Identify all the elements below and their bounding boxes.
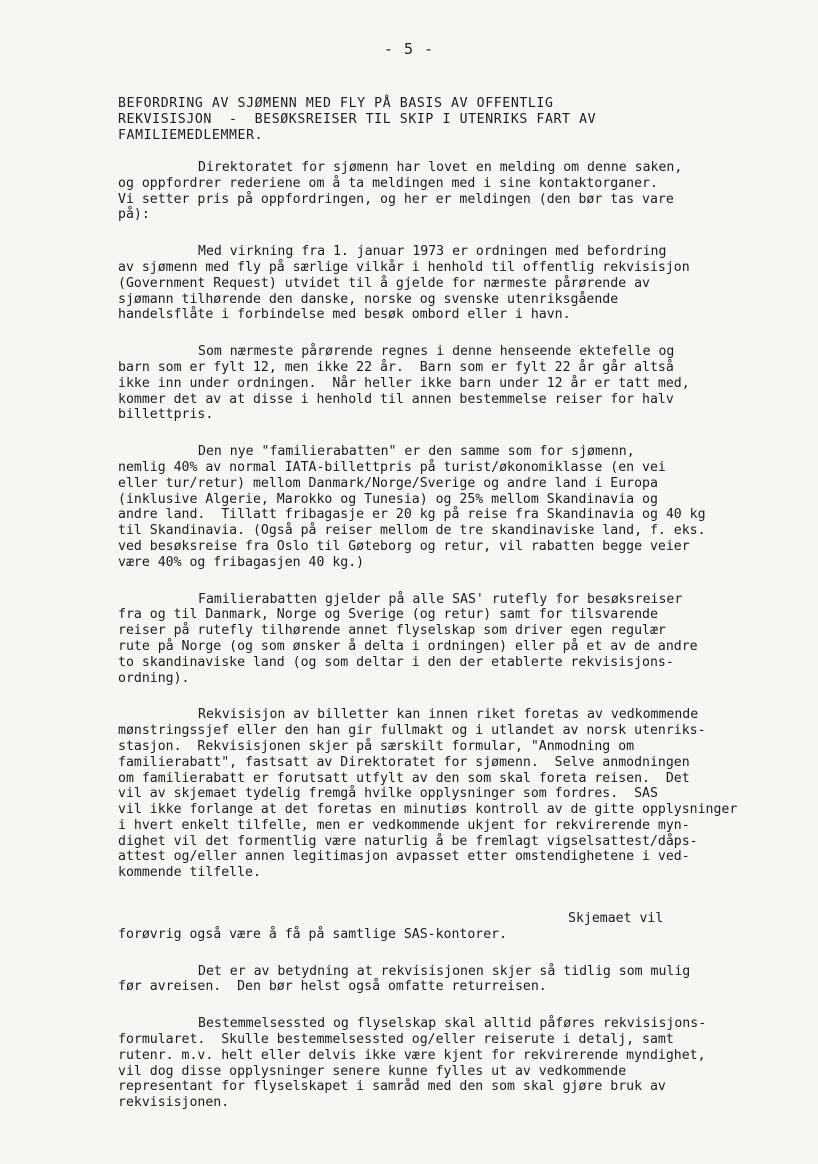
text-line: Bestemmelsessted og flyselskap skal alltid påføres rekvisisjons- xyxy=(198,1016,707,1032)
title-line: REKVISISJON - BESØKSREISER TIL SKIP I UTENRIKS FART AV xyxy=(118,111,597,127)
text-line: ved besøksreise fra Oslo til Gøteborg og retur, vil rabatten begge veier xyxy=(118,538,690,554)
document-title xyxy=(118,95,758,142)
text-line: andre land. Tillatt fribagasje er 20 kg på reise fra Skandinavia og 40 kg xyxy=(118,507,706,523)
paragraph-family-discount xyxy=(118,444,748,570)
page-number: - 5 - xyxy=(383,40,435,58)
text-line: være 40% og fribagasjen 40 kg.) xyxy=(118,554,365,570)
text-line: vil ikke forlange at det foretas en minutiøs kontroll av de gitte opplysninger xyxy=(118,802,738,818)
text-line: (inklusive Algerie, Marokko og Tunesia) og 25% mellom Skandinavia og xyxy=(118,491,658,507)
text-line: rute på Norge (og som ønsker å delta i ordningen) eller på et av de andre xyxy=(118,638,698,654)
text-line: Vi setter pris på oppfordringen, og her er meldingen (den bør tas vare xyxy=(118,191,674,207)
text-line: rekvisisjonen. xyxy=(118,1095,230,1111)
text-line: dighet vil det formentlig være naturlig å be fremlagt vigselsattest/dåps- xyxy=(118,833,698,849)
text-line: fra og til Danmark, Norge og Sverige (og retur) samt for tilsvarende xyxy=(118,607,658,623)
text-line: representant for flyselskapet i samråd med den som skal gjøre bruk av xyxy=(118,1079,666,1095)
text-line: eller tur/retur) mellom Danmark/Norge/Sverige og andre land i Europa xyxy=(118,475,658,491)
text-line: Direktoratet for sjømenn har lovet en melding om denne saken, xyxy=(198,160,683,175)
paragraph-effective-date xyxy=(118,244,748,323)
paragraph-intro xyxy=(118,160,748,223)
text-line: Som nærmeste pårørende regnes i denne henseende ektefelle og xyxy=(198,344,675,360)
text-line: rutenr. m.v. helt eller delvis ikke være kjent for rekvirerende myndighet, xyxy=(118,1047,706,1063)
text-line: vil av skjemaet tydelig fremgå hvilke opplysninger som fordres. SAS xyxy=(118,786,658,802)
text-line: Den nye "familierabatten" er den samme som for sjømenn, xyxy=(198,444,635,460)
text-line: av sjømenn med fly på særlige vilkår i henhold til offentlig rekvisisjon xyxy=(118,259,690,275)
text-line: ordning). xyxy=(118,670,190,686)
text-line: to skandinaviske land (og som deltar i den der etablerte rekvisisjons- xyxy=(118,654,674,670)
text-line: Rekvisisjon av billetter kan innen riket foretas av vedkommende xyxy=(198,707,699,723)
text-line: mønstringssjef eller den han gir fullmakt og i utlandet av norsk utenriks- xyxy=(118,723,706,739)
document-body xyxy=(118,160,748,1132)
text-line: om familierabatt er forutsatt utfylt av den som skal foreta reisen. Det xyxy=(118,770,690,786)
paragraph-timing xyxy=(118,964,748,996)
text-line: sjømann tilhørende den danske, norske og svenske utenriksgående xyxy=(118,291,619,307)
title-line: FAMILIEMEDLEMMER. xyxy=(118,127,264,143)
text-line: (Government Request) utvidet til å gjelde for nærmeste pårørende av xyxy=(118,275,650,291)
text-line: ikke inn under ordningen. Når heller ikke barn under 12 år er tatt med, xyxy=(118,375,690,391)
text-line: nemlig 40% av normal IATA-billettpris på turist/økonomiklasse (en vei xyxy=(118,459,666,475)
paragraph-next-of-kin xyxy=(118,344,748,423)
text-line: Med virkning fra 1. januar 1973 er ordningen med befordring xyxy=(198,244,667,260)
title-line: BEFORDRING AV SJØMENN MED FLY PÅ BASIS AV OFFENTLIG xyxy=(118,96,554,111)
text-line: kommer det av at disse i henhold til annen bestemmelse reiser for halv xyxy=(118,391,674,407)
paragraph-destination xyxy=(118,1016,748,1111)
text-line: stasjon. Rekvisisjonen skjer på særskilt formular, "Anmodning om xyxy=(118,738,635,754)
text-line: før avreisen. Den bør helst også omfatte returreisen. xyxy=(118,979,547,995)
text-line: billettpris. xyxy=(118,407,214,423)
paragraph-sas-routes xyxy=(118,592,748,687)
text-line: Det er av betydning at rekvisisjonen skjer så tidlig som mulig xyxy=(198,963,691,979)
text-line: handelsflåte i forbindelse med besøk ombord eller i havn. xyxy=(118,307,571,323)
text-line: forøvrig også være å få på samtlige SAS-kontorer. xyxy=(118,926,508,942)
text-line: i hvert enkelt tilfelle, men er vedkommende ukjent for rekvirerende myn- xyxy=(118,817,690,833)
text-line: barn som er fylt 12, men ikke 22 år. Barn som er fylt 22 år går altså xyxy=(118,359,674,375)
text-line: kommende tilfelle. xyxy=(118,865,261,881)
text-line: Familierabatten gjelder på alle SAS' rutefly for besøksreiser xyxy=(198,591,683,607)
text-line: attest og/eller annen legitimasjon avpasset etter omstendighetene i ved- xyxy=(118,849,690,865)
paragraph-form-availability xyxy=(118,911,748,943)
text-line: familierabatt", fastsatt av Direktoratet for sjømenn. Selve anmodningen xyxy=(118,754,690,770)
paragraph-requisition xyxy=(118,707,748,881)
text-line: vil dog disse opplysninger senere kunne fylles ut av vedkommende xyxy=(118,1063,627,1079)
text-line: til Skandinavia. (Også på reiser mellom de tre skandinaviske land, f. eks. xyxy=(118,523,706,539)
text-line: og oppfordrer rederiene om å ta meldingen med i sine kontaktorganer. xyxy=(118,175,658,191)
text-line: reiser på rutefly tilhørende annet flyselskap som driver egen regulær xyxy=(118,623,666,639)
text-line: på): xyxy=(118,207,150,223)
text-line: formularet. Skulle bestemmelsessted og/eller reiserute i detalj, samt xyxy=(118,1032,674,1048)
text-line: Skjemaet vil xyxy=(568,911,664,927)
